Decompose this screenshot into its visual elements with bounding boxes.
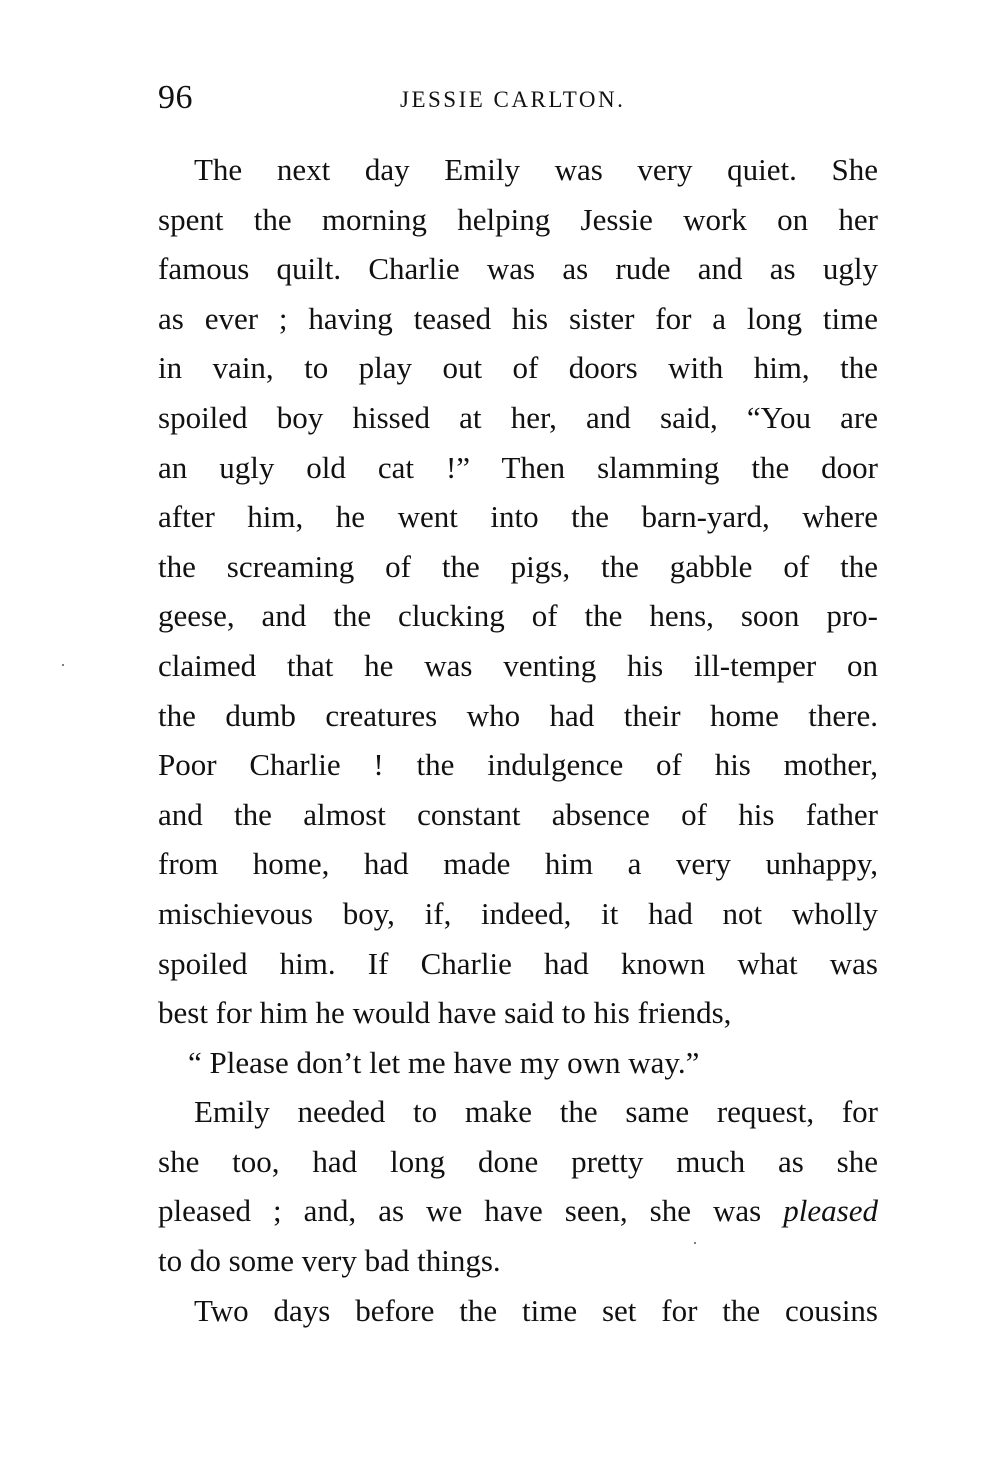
quote-line: “ Please don’t let me have my own way.”: [188, 1044, 700, 1080]
scan-speck: [62, 664, 64, 666]
text-line: spoiled him. If Charlie had known what was: [158, 945, 878, 981]
text-line: Emily needed to make the same request, for: [194, 1094, 878, 1130]
text-line: Poor Charlie ! the indulgence of his mother,: [158, 747, 878, 783]
scan-speck: [694, 1242, 696, 1244]
text-fragment: pleased ; and, as we have seen, she was: [158, 1193, 784, 1229]
text-line: an ugly old cat !” Then slamming the door: [158, 449, 878, 485]
text-line: to do some very bad things.: [158, 1243, 501, 1279]
text-line: famous quilt. Charlie was as rude and as ugly: [158, 251, 878, 287]
body-text: [158, 145, 878, 1335]
page-header: [158, 78, 878, 118]
text-line: spoiled boy hissed at her, and said, “You are: [158, 399, 878, 435]
text-line: spent the morning helping Jessie work on her: [158, 201, 878, 237]
text-line: from home, had made him a very unhappy,: [158, 846, 878, 882]
italic-word: pleased: [783, 1193, 878, 1229]
text-line: the screaming of the pigs, the gabble of the: [158, 548, 878, 584]
text-line: as ever ; having teased his sister for a long time: [158, 300, 878, 336]
text-line: in vain, to play out of doors with him, the: [158, 350, 878, 386]
running-title: JESSIE CARLTON.: [400, 87, 626, 112]
text-line: geese, and the clucking of the hens, soon pro-: [158, 598, 878, 634]
page-number: 96: [158, 79, 193, 116]
text-line: best for him he would have said to his friends,: [158, 995, 732, 1031]
text-line: mischievous boy, if, indeed, it had not wholly: [158, 895, 878, 931]
text-line: claimed that he was venting his ill-temper on: [158, 647, 878, 683]
text-line: and the almost constant absence of his father: [158, 796, 878, 832]
text-line: after him, he went into the barn-yard, where: [158, 499, 878, 535]
text-line: The next day Emily was very quiet. She: [194, 152, 878, 187]
text-line: Two days before the time set for the cousins: [194, 1292, 878, 1328]
text-line: the dumb creatures who had their home there.: [158, 697, 878, 733]
text-line: she too, had long done pretty much as she: [158, 1143, 878, 1179]
text-line-with-italic: [158, 1186, 878, 1236]
